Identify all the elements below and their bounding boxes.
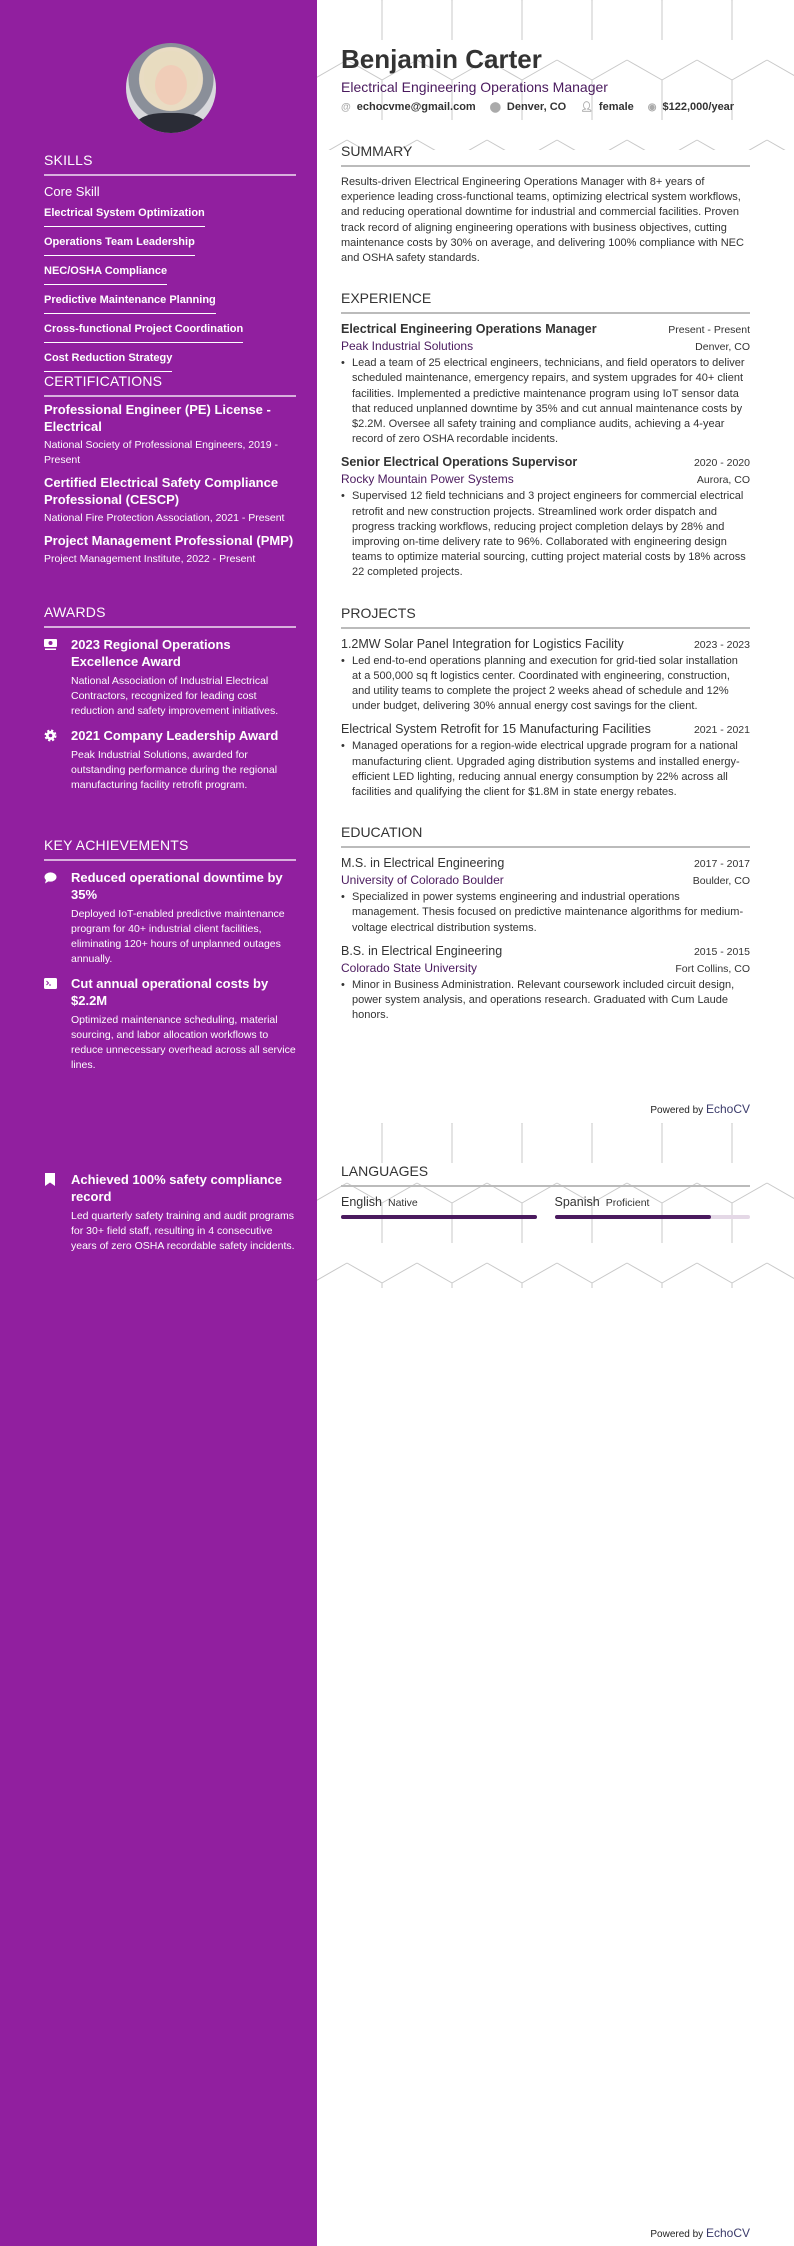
item-title: 2023 Regional Operations Excellence Award [71,637,231,669]
skill-group-title: Core Skill [44,184,100,199]
email[interactable]: echocvme@gmail.com [356,101,476,113]
item-title: Cut annual operational costs by $2.2M [71,976,269,1008]
location: Aurora, CO [696,474,750,487]
achievement-item [44,1171,296,1254]
date-range: 2015 - 2015 [693,945,750,958]
education-section [341,824,750,1023]
summary-section [341,143,750,266]
bullet-item: • Led end-to-end operations planning and execution for grid-tied solar installation at a 500,000 sq ft logistics center. Coordinated with engineering, construction, and utility teams to complete the project 2 weeks ahead of schedule and 12% under budget, delivering 30% annual energy cost savings for the client. [341,654,750,715]
experience-section [341,290,750,580]
skill-item: NEC/OSHA Compliance [44,263,167,285]
salary-icon: ◉ [647,101,657,113]
skill-item: Cross-functional Project Coordination [44,321,243,343]
item-description: Led quarterly safety training and audit programs for 30+ field staff, resulting in 4 consecutive years of zero OSHA recordable safety incidents. [71,1210,295,1252]
powered-by-label: Powered by [650,1105,704,1116]
gear-icon [44,727,71,793]
certification-title: Certified Electrical Safety Compliance Professional (CESCP) [44,475,279,507]
certification-issuer: National Fire Protection Association, 2021 - Present [44,512,285,524]
terminal-icon [44,975,71,1073]
skill-item: Electrical System Optimization [44,205,205,227]
brand-link[interactable]: EchoCV [705,2226,750,2240]
bullet-item: • Minor in Business Administration. Relevant coursework included circuit design, power system analysis, and operations research. Graduated with Cum Laude honors. [341,978,750,1024]
date-range: 2020 - 2020 [693,457,750,470]
section-heading: SUMMARY [341,143,750,167]
proficiency-bar [555,1215,751,1219]
chat-bubble-icon [44,869,71,967]
item-title: Reduced operational downtime by 35% [71,870,283,902]
project-entry [341,637,750,715]
school-name: Colorado State University [341,960,478,975]
language-item [555,1193,751,1219]
languages-section [341,1163,750,1219]
date-range: 2021 - 2021 [693,724,750,737]
skill-item: Operations Team Leadership [44,234,195,256]
company-name: Rocky Mountain Power Systems [341,472,514,487]
position-title: Senior Electrical Operations Supervisor [341,455,578,470]
bullet-item: • Lead a team of 25 electrical engineers, technicians, and field operators to deliver scheduled maintenance, emergency repairs, and system upgrades for 40+ client facilities. Implemented a predictive maintenance program using IoT sensor data that reduced unplanned downtime by 35% and cut annual maintenance costs by $2.2M. Oversee all safety training and compliance audits, achieving a 4-year record of zero OSHA recordable incidents. [341,356,750,447]
achievement-item [44,869,296,967]
date-range: 2017 - 2017 [693,858,750,871]
achievement-item [44,975,296,1073]
date-range: Present - Present [668,324,750,337]
language-name: Spanish [554,1195,600,1209]
certifications-section [44,373,296,567]
bullet-item: • Specialized in power systems engineering and industrial operations management. Thesis focused on predictive maintenance algorithms for medium-voltage electrical distribution systems. [341,890,750,936]
education-entry [341,944,750,1024]
degree: M.S. in Electrical Engineering [341,856,505,871]
certification-issuer: Project Management Institute, 2022 - Present [44,553,256,565]
section-heading: EXPERIENCE [341,290,750,314]
main-content [341,44,750,1024]
person-icon: 👤︎ [580,101,593,113]
section-heading: PROJECTS [341,605,750,629]
language-name: English [341,1195,382,1209]
section-heading: CERTIFICATIONS [44,373,296,397]
section-heading: EDUCATION [341,824,750,848]
skill-item: Cost Reduction Strategy [44,350,172,372]
award-item [44,727,296,793]
degree: B.S. in Electrical Engineering [341,943,503,958]
candidate-name: Benjamin Carter [341,44,542,74]
email-icon: @ [341,101,351,113]
avatar [126,43,216,133]
contact-info [341,101,750,113]
job-title: Electrical Engineering Operations Manager [341,79,608,95]
experience-entry [341,455,750,580]
certification-title: Professional Engineer (PE) License - Electrical [44,402,271,434]
language-level: Native [388,1197,418,1209]
bullet-item: • Supervised 12 field technicians and 3 project engineers for commercial electrical retrofit and new construction projects. Streamlined work order dispatch and progress tracking workflows, reducing project completion delays by 28% and improving on-time delivery rate to 96%. Collaborated with engineering design teams to optimize material sourcing, cutting project material costs by 18% across 22 completed projects. [341,489,750,580]
powered-by [650,1102,750,1116]
section-heading: AWARDS [44,604,296,628]
awards-section [44,604,296,793]
item-title: 2021 Company Leadership Award [71,728,279,743]
location: Denver, CO [695,341,750,354]
location: Boulder, CO [692,875,750,888]
projects-section [341,605,750,801]
location-pin-icon: ⬤ [489,101,501,113]
certificate-icon [44,636,71,719]
item-description: National Association of Industrial Electrical Contractors, recognized for leading cost reduction and safety improvement initiatives. [71,675,279,717]
item-description: Peak Industrial Solutions, awarded for outstanding performance during the regional manufacturing facility retrofit program. [71,749,278,791]
position-title: Electrical Engineering Operations Manager [341,322,597,337]
section-heading: LANGUAGES [341,1163,750,1187]
school-name: University of Colorado Boulder [341,873,504,888]
experience-entry [341,322,750,447]
bookmark-icon [44,1171,71,1254]
education-entry [341,856,750,936]
skill-item: Predictive Maintenance Planning [44,292,216,314]
gender: female [598,101,634,113]
project-entry [341,722,750,800]
language-level: Proficient [605,1197,650,1209]
summary-text: Results-driven Electrical Engineering Operations Manager with 8+ years of experience leading cross-functional teams, optimizing electrical system workflows, and reducing operational downtime for industrial and commercial facilities. Proven track record of aligning engineering operations with business objectives, cutting maintenance costs by 30% on average, and delivering 100% compliance with NEC and OSHA safety standards. [341,176,744,265]
item-description: Optimized maintenance scheduling, material sourcing, and labor allocation workflows to reduce unnecessary overhead across all service lines. [71,1014,296,1071]
powered-by [650,2226,750,2240]
skills-section [44,152,296,377]
certification-title: Project Management Professional (PMP) [44,533,294,548]
powered-by-label: Powered by [650,2229,704,2240]
salary: $122,000/year [662,101,735,113]
proficiency-bar [341,1215,537,1219]
item-title: Achieved 100% safety compliance record [71,1172,282,1204]
brand-link[interactable]: EchoCV [705,1102,750,1116]
project-title: Electrical System Retrofit for 15 Manufacturing Facilities [341,722,651,737]
certification-issuer: National Society of Professional Engineers, 2019 - Present [44,439,279,466]
location: Fort Collins, CO [675,962,750,975]
location: Denver, CO [506,101,567,113]
item-description: Deployed IoT-enabled predictive maintenance program for 40+ industrial client facilities, eliminating 120+ hours of unplanned outages annually. [71,908,285,965]
project-title: 1.2MW Solar Panel Integration for Logistics Facility [341,636,624,651]
achievements-section-continued [44,1163,296,1254]
section-heading: KEY ACHIEVEMENTS [44,837,296,861]
bullet-item: • Managed operations for a region-wide electrical upgrade program for a national manufacturing client. Upgraded aging distribution systems and installed energy-efficient LED lighting, reducing annual energy consumption by 22% across all facilities and qualifying the client for $1.8M in state energy rebates. [341,739,750,800]
section-heading: SKILLS [44,152,296,176]
language-item [341,1193,537,1219]
date-range: 2023 - 2023 [693,638,750,651]
achievements-section [44,837,296,1073]
company-name: Peak Industrial Solutions [341,339,474,354]
award-item [44,636,296,719]
